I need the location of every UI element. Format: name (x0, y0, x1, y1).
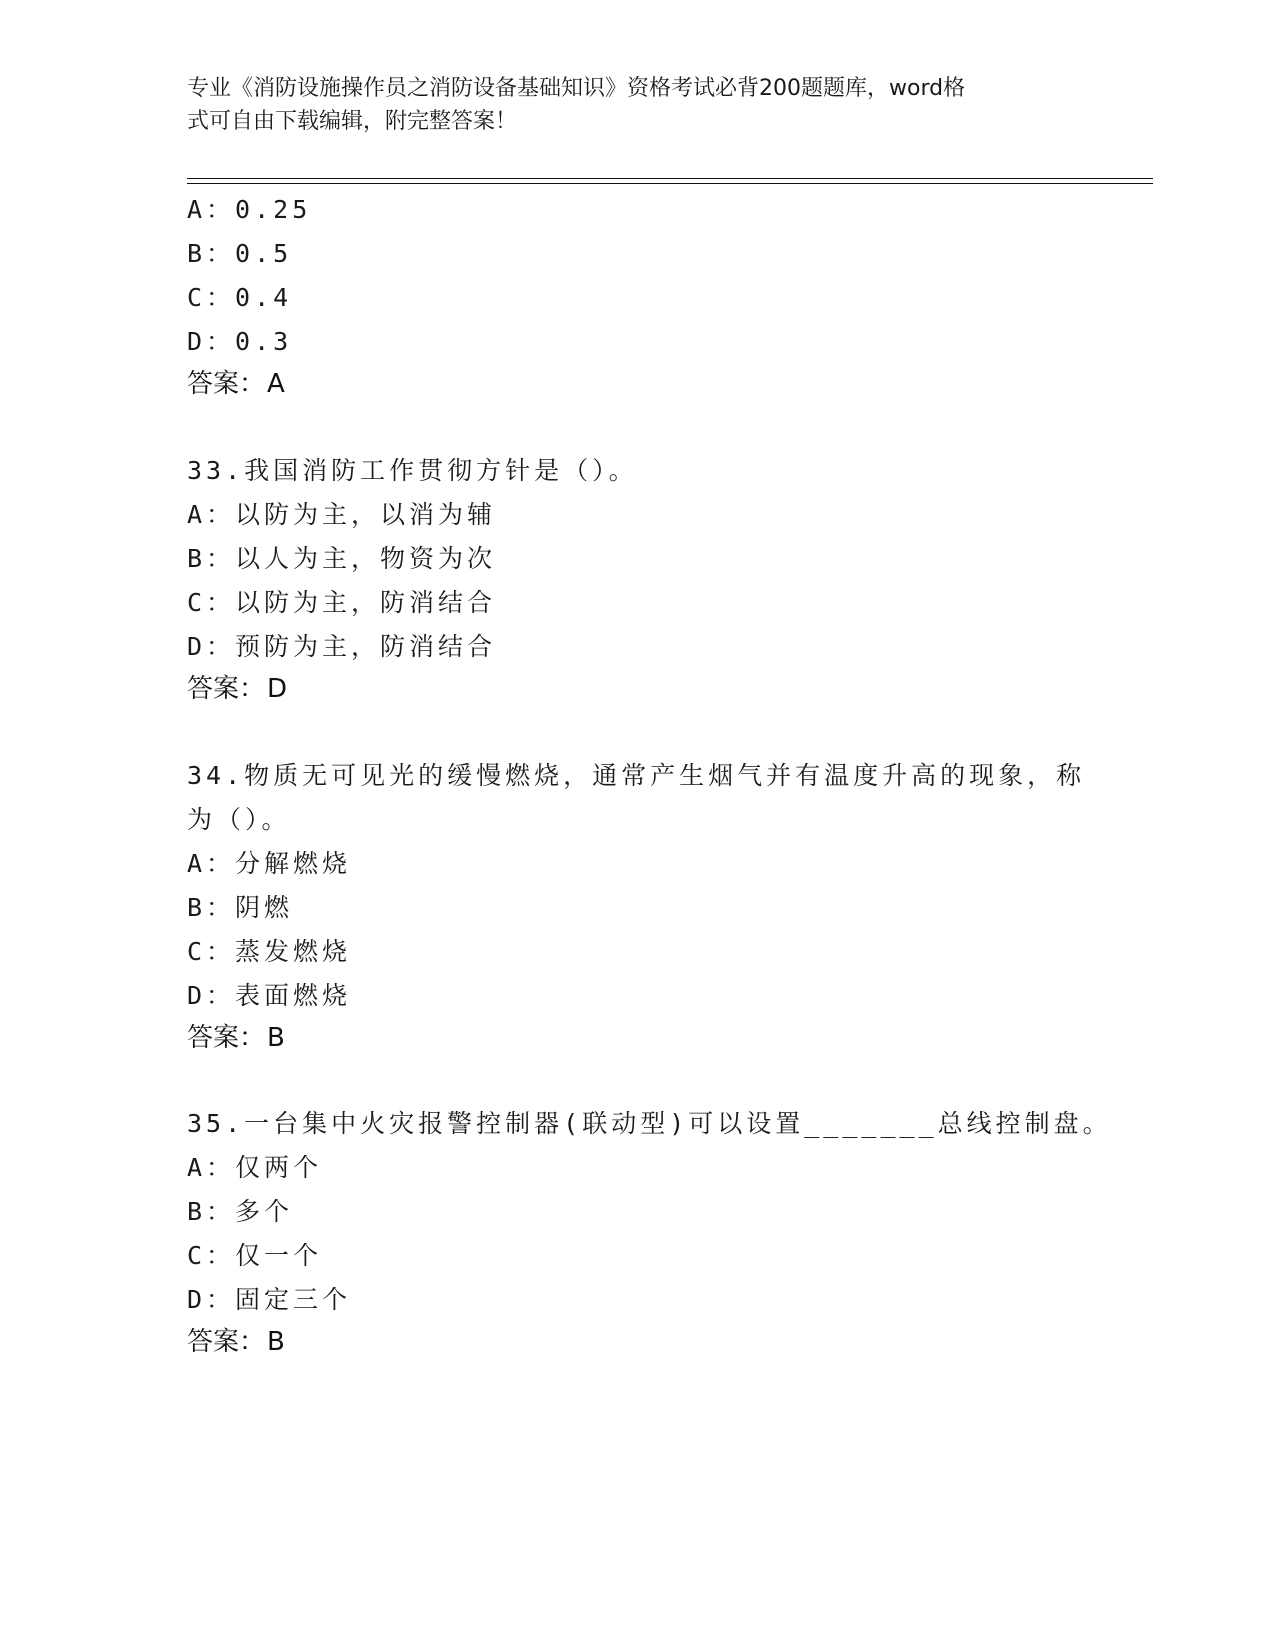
q35-option-a: A：仅两个 (187, 1153, 323, 1182)
q35-answer (187, 1321, 285, 1358)
q35-option-b: B：多个 (187, 1197, 294, 1226)
q32-option-b: B：0.5 (187, 239, 293, 268)
q33-option-a: A：以防为主，以消为辅 (187, 500, 497, 529)
q34-stem-line-1: 34.物质无可见光的缓慢燃烧，通常产生烟气并有温度升高的现象，称 (187, 761, 1086, 790)
answer-label: 答案： (187, 1023, 266, 1053)
q34-answer (187, 1017, 285, 1054)
q33-option-b: B：以人为主，物资为次 (187, 544, 497, 573)
q32-answer (187, 363, 285, 400)
answer-value: D (267, 674, 288, 704)
q32-option-d: D：0.3 (187, 327, 293, 356)
q33-answer (187, 668, 287, 705)
q34-option-b: B：阴燃 (187, 893, 294, 922)
q32-option-c: C：0.4 (187, 283, 293, 312)
answer-value: A (267, 369, 285, 399)
header-line-2: 式可自由下载编辑，附完整答案！ (187, 109, 518, 134)
q34-option-c: C：蒸发燃烧 (187, 937, 352, 966)
header-divider-bottom (187, 183, 1153, 184)
q33-option-d: D：预防为主，防消结合 (187, 632, 497, 661)
q35-stem: 35.一台集中火灾报警控制器(联动型)可以设置_______总线控制盘。 (187, 1109, 1112, 1138)
q34-stem-line-2: 为（）。 (187, 805, 291, 834)
header-divider-top (187, 178, 1153, 179)
q34-option-d: D：表面燃烧 (187, 981, 352, 1010)
q35-option-c: C：仅一个 (187, 1241, 323, 1270)
q32-option-a: A：0.25 (187, 195, 312, 224)
answer-label: 答案： (187, 1327, 266, 1357)
answer-value: B (267, 1327, 285, 1357)
answer-label: 答案： (187, 369, 266, 399)
q34-option-a: A：分解燃烧 (187, 849, 352, 878)
document-header (187, 72, 1067, 138)
answer-value: B (267, 1023, 285, 1053)
answer-label: 答案： (187, 674, 266, 704)
header-line-1: 专业《消防设施操作员之消防设备基础知识》资格考试必背200题题库，word格 (187, 76, 966, 101)
q33-option-c: C：以防为主，防消结合 (187, 588, 497, 617)
q33-stem: 33.我国消防工作贯彻方针是（）。 (187, 456, 638, 485)
q35-option-d: D：固定三个 (187, 1285, 352, 1314)
